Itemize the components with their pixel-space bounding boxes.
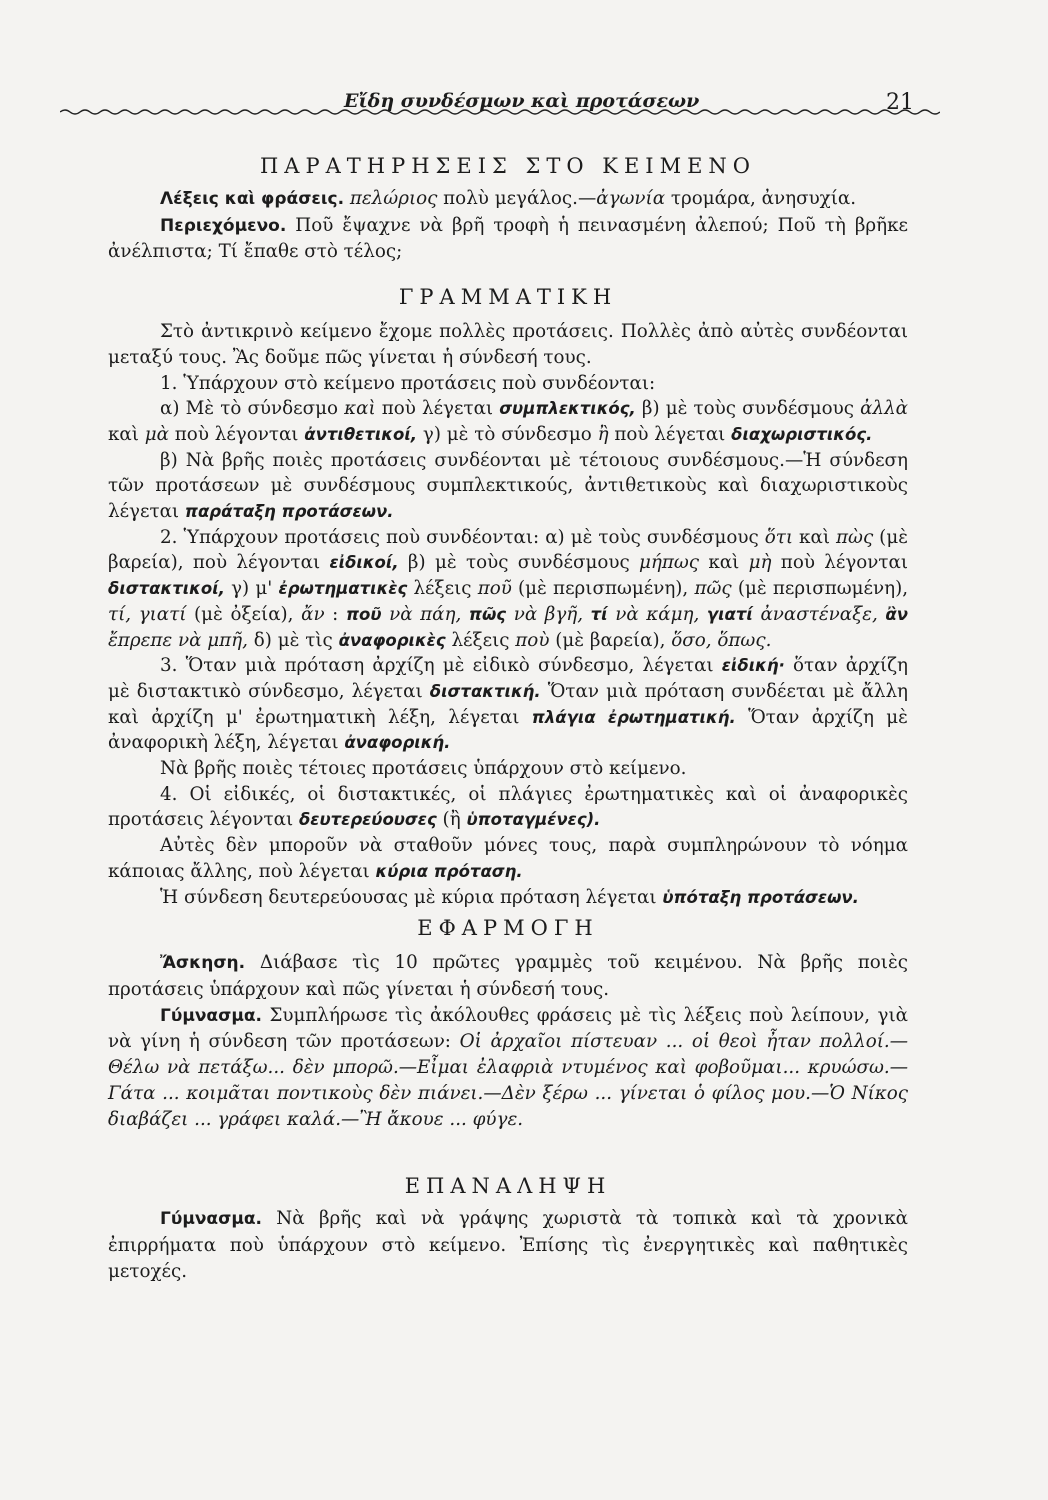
grammar-point-2: 2. Ὑπάρχουν προτάσεις ποὺ συνδέονται: α) μὲ τοὺς συνδέσμους ὅτι καὶ πὼς (μὲ βαρεία), ποὺ λέγονται εἰδικοί, β) μὲ τοὺς συνδέσμους μήπως καὶ μὴ ποὺ λέγονται διστακτικοί, γ) μ' ἐρωτηματικὲς λέξεις ποῦ (μὲ περισπωμένη), πῶς (μὲ περισπωμένη), τί, γιατί (μὲ ὀξεία), ἄν : ποῦ νὰ πάη, πῶς νὰ βγῆ, τί νὰ κάμη, γιατί ἀναστέναξε, ἂν ἔπρεπε νὰ μπῆ, δ) μὲ τὶς ἀναφορικὲς λέξεις ποὺ (μὲ βαρεία), ὅσο, ὅπως. — [108, 526, 909, 651]
grammar-point-3: 3. Ὅταν μιὰ πρόταση ἀρχίζη μὲ εἰδικὸ σύνδεσμο, λέγεται εἰδική· ὅταν ἀρχίζη μὲ διστακτικὸ σύνδεσμο, λέγεται διστακτική. Ὅταν μιὰ πρόταση συνδέεται μὲ ἄλλη καὶ ἀρχίζη μ' ἐρωτηματικὴ λέξη, λέγεται πλάγια ἐρωτηματική. Ὅταν ἀρχίζη μὲ ἀναφορικὴ λέξη, λέγεται ἀναφορική. — [108, 655, 908, 754]
page-number: 21 — [886, 90, 914, 115]
grammar-intro: Στὸ ἀντικρινὸ κείμενο ἔχομε πολλὲς προτάσεις. Πολλὲς ἀπὸ αὐτὲς συνδέονται μεταξύ τους. Ἂς δοῦμε πῶς γίνεται ἡ σύνδεσή τους. — [108, 321, 908, 368]
application-drill: Γύμνασμα. Συμπλήρωσε τὶς ἀκόλουθες φράσεις μὲ τὶς λέξεις ποὺ λείπουν, γιὰ νὰ γίνη ἡ σύνδεση τῶν προτάσεων: Οἱ ἀρχαῖοι πίστευαν ... οἱ θεοὶ ἦταν πολλοί.—Θέλω νὰ πετάξω... δὲν μπορῶ.—Εἶμαι ἐλαφριὰ ντυμένος καὶ φοβοῦμαι... κρυώσω.—Γάτα ... κοιμᾶται ποντικοὺς δὲν πιάνει.—Δὲν ξέρω ... γίνεται ὁ φίλος μου.—Ὁ Νίκος διαβάζει ... γράφει καλά.—Ἢ ἄκουε ... φύγε. — [108, 1004, 909, 1130]
page-header — [108, 68, 914, 118]
section-title-observations: ΠΑΡΑΤΗΡΗΣΕΙΣ ΣΤΟ ΚΕΙΜΕΝΟ — [259, 154, 757, 178]
section-title-application: ΕΦΑΡΜΟΓΗ — [417, 916, 599, 941]
grammar-point-1a: α) Μὲ τὸ σύνδεσμο καὶ ποὺ λέγεται συμπλεκτικός, β) μὲ τοὺς συνδέσμους ἀλλὰ καὶ μὰ ποὺ λέγονται ἀντιθετικοί, γ) μὲ τὸ σύνδεσμο ἢ ποὺ λέγεται διαχωριστικός. — [108, 398, 909, 445]
grammar-point-1b: β) Νὰ βρῆς ποιὲς προτάσεις συνδέονται μὲ τέτοιους συνδέσμους.—Ἡ σύνδεση τῶν προτάσεων μὲ συνδέσμους συμπλεκτικούς, ἀντιθετικοὺς καὶ διαχωριστικοὺς λέγεται παράταξη προτάσεων. — [108, 449, 908, 523]
book-page — [108, 68, 914, 1284]
grammar-point-4: 4. Οἱ εἰδικές, οἱ διστακτικές, οἱ πλάγιες ἐρωτηματικὲς καὶ οἱ ἀναφορικὲς προτάσεις λέγονται δευτερεύουσες (ἢ ὑποταγμένες). — [108, 783, 908, 831]
grammar-point-1: 1. Ὑπάρχουν στὸ κείμενο προτάσεις ποὺ συνδέονται: — [160, 372, 656, 394]
section-title-grammar: ΓΡΑΜΜΑΤΙΚΗ — [398, 285, 618, 310]
content-questions: Περιεχόμενο. Ποῦ ἔψαχνε νὰ βρῆ τροφὴ ἡ πεινασμένη ἀλεπού; Ποῦ τὴ βρῆκε ἀνέλπιστα; Τί ἔπαθε στὸ τέλος; — [108, 214, 908, 263]
application-exercise: Ἄσκηση. Διάβασε τὶς 10 πρῶτες γραμμὲς τοῦ κειμένου. Νὰ βρῆς ποιὲς προτάσεις ὑπάρχουν καὶ πῶς γίνεται ἡ σύνδεσή τους. — [108, 952, 908, 1000]
grammar-task: Νὰ βρῆς ποιὲς τέτοιες προτάσεις ὑπάρχουν στὸ κείμενο. — [160, 758, 687, 780]
words-and-phrases: Λέξεις καὶ φράσεις. πελώριος πολὺ μεγάλος.—ἀγωνία τρομάρα, ἀνησυχία. — [160, 188, 857, 209]
review-drill: Γύμνασμα. Νὰ βρῆς καὶ νὰ γράψης χωριστὰ τὰ τοπικὰ καὶ τὰ χρονικὰ ἐπιρρήματα ποὺ ὑπάρχουν στὸ κείμενο. Ἐπίσης τὶς ἐνεργητικὲς καὶ παθητικὲς μετοχές. — [108, 1208, 908, 1282]
section-title-review: ΕΠΑΝΑΛΗΨΗ — [404, 1174, 612, 1199]
running-title: Εἴδη συνδέσμων καὶ προτάσεων — [344, 90, 700, 112]
grammar-subordination: Ἡ σύνδεση δευτερεύουσας μὲ κύρια πρόταση λέγεται ὑπόταξη προτάσεων. — [160, 886, 859, 908]
grammar-main-clause: Αὐτὲς δὲν μποροῦν νὰ σταθοῦν μόνες τους, παρὰ συμπληρώνουν τὸ νόημα κάποιας ἄλλης, ποὺ λέγεται κύρια πρόταση. — [108, 835, 908, 882]
wavy-rule — [60, 108, 940, 116]
